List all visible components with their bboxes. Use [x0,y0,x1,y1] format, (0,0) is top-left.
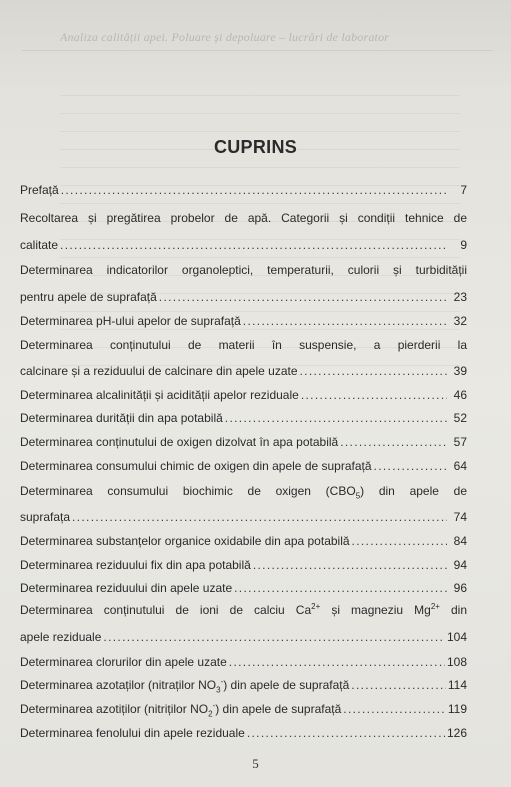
dot-leader [253,557,447,573]
dot-leader [340,434,447,450]
toc-entry-title: Determinarea indicatorilor organoleptici, temperaturii, culorii și turbidității [20,263,467,277]
toc-entry-line [20,410,467,426]
toc-entry-title: Determinarea substanțelor organice oxidabile din apa potabilă [20,534,350,548]
toc-entry-line [20,434,467,450]
toc-entry-title: Determinarea conținutului de ioni de calciu $Ca^{2+}$ și magneziu $Mg^{2+}$ din [20,602,468,617]
dot-leader [60,237,447,253]
toc-entry-line [20,483,467,499]
toc-page-number: 74 [453,510,467,524]
toc-page-number: 52 [453,411,467,425]
toc-entry-title: pentru apele de suprafață [20,290,157,304]
toc-entry-line [20,509,467,525]
dot-leader [247,725,445,741]
toc-page-number: 108 [446,655,467,669]
toc-page-number: 46 [453,388,467,402]
toc-entry-title: Recoltarea și pregătirea probelor de apă. Categorii și condiții tehnice de [20,211,467,225]
toc-page-number: 64 [453,459,467,473]
toc-entry-line [20,210,467,226]
toc-entry-title: Determinarea consumului biochimic de oxigen $(CBO_5)$ din apele de [20,484,467,501]
toc-page-number: 57 [453,435,467,449]
toc-entry-line [20,725,467,741]
toc-page-number: 9 [460,238,467,252]
dot-leader [351,677,446,693]
toc-entry-title: calcinare și a reziduului de calcinare din apele uzate [20,364,298,378]
toc-entry-line [20,629,467,645]
toc-entry-title: Prefață [20,183,59,197]
toc-entry-title: calitate [20,238,59,252]
dot-leader [72,509,447,525]
toc-entry-line [20,182,467,198]
toc-page-number: 84 [453,534,467,548]
dot-leader [301,387,447,403]
toc-entry-line [20,363,467,379]
toc-entry-line [20,580,467,596]
toc-page-number: 32 [453,314,467,328]
toc-entry-title: Determinarea reziduului fix din apa potabilă [20,558,251,572]
toc-page-number: 23 [453,290,467,304]
toc-entry-line [20,557,467,573]
dot-leader [343,701,446,717]
dot-leader [374,458,447,474]
toc-entry-title: Determinarea azotiților (nitriților $NO_2^-$) din apele de suprafață [20,701,342,719]
dot-leader [61,182,447,198]
toc-page-number: 96 [453,581,467,595]
dot-leader [243,313,447,329]
toc-entry-title: Determinarea consumului chimic de oxigen din apele de suprafață [20,459,372,473]
toc-entry-title: Determinarea clorurilor din apele uzate [20,655,227,669]
toc-entry-line [20,237,467,253]
toc-entry-title: Determinarea azotaților (nitraților $NO_3^-$) din apele de suprafață [20,677,350,695]
toc-entry-line [20,289,467,305]
dot-leader [352,533,447,549]
dot-leader [159,289,447,305]
toc-entry-line [20,654,467,670]
toc-entry-title: Determinarea reziduului din apele uzate [20,581,233,595]
toc-entry-title: apele reziduale [20,630,102,644]
toc-page-number: 114 [447,678,467,692]
toc-page-number: 104 [446,630,467,644]
toc-page-number: 119 [447,702,467,716]
toc-entry-title: Determinarea conținutului de oxigen dizolvat în apa potabilă [20,435,339,449]
toc-entry-line [20,533,467,549]
running-head: Analiza calității apei. Poluare și depoluare – lucrări de laborator [60,30,390,44]
toc-entry-title: suprafața [20,510,71,524]
toc-entry-line [20,602,467,618]
toc-page-number: 39 [453,364,467,378]
toc-entry-line [20,313,467,329]
dot-leader [300,363,448,379]
page-title: CUPRINS [213,137,298,157]
dot-leader [225,410,447,426]
toc-entry-line [20,677,467,693]
toc-entry-line [20,337,467,353]
toc-entry-line [20,458,467,474]
toc-entry-line [20,701,467,717]
toc-page-number: 94 [453,558,467,572]
toc-entry-title: Determinarea durității din apa potabilă [20,411,223,425]
toc-entry-title: Determinarea fenolului din apele reziduale [20,726,245,740]
toc-entry-title: Determinarea alcalinității și acidității apelor reziduale [20,388,299,402]
dot-leader [103,629,445,645]
dot-leader [234,580,447,596]
toc-entry-line [20,262,467,278]
toc-page-number: 7 [460,183,467,197]
dot-leader [229,654,445,670]
toc-entry-title: Determinarea conținutului de materii în suspensie, a pierderii la [20,338,467,352]
toc-page-number: 126 [446,726,467,740]
page-number: 5 [252,756,259,771]
toc-entry-line [20,387,467,403]
toc-entry-title: Determinarea pH-ului apelor de suprafață [20,314,241,328]
